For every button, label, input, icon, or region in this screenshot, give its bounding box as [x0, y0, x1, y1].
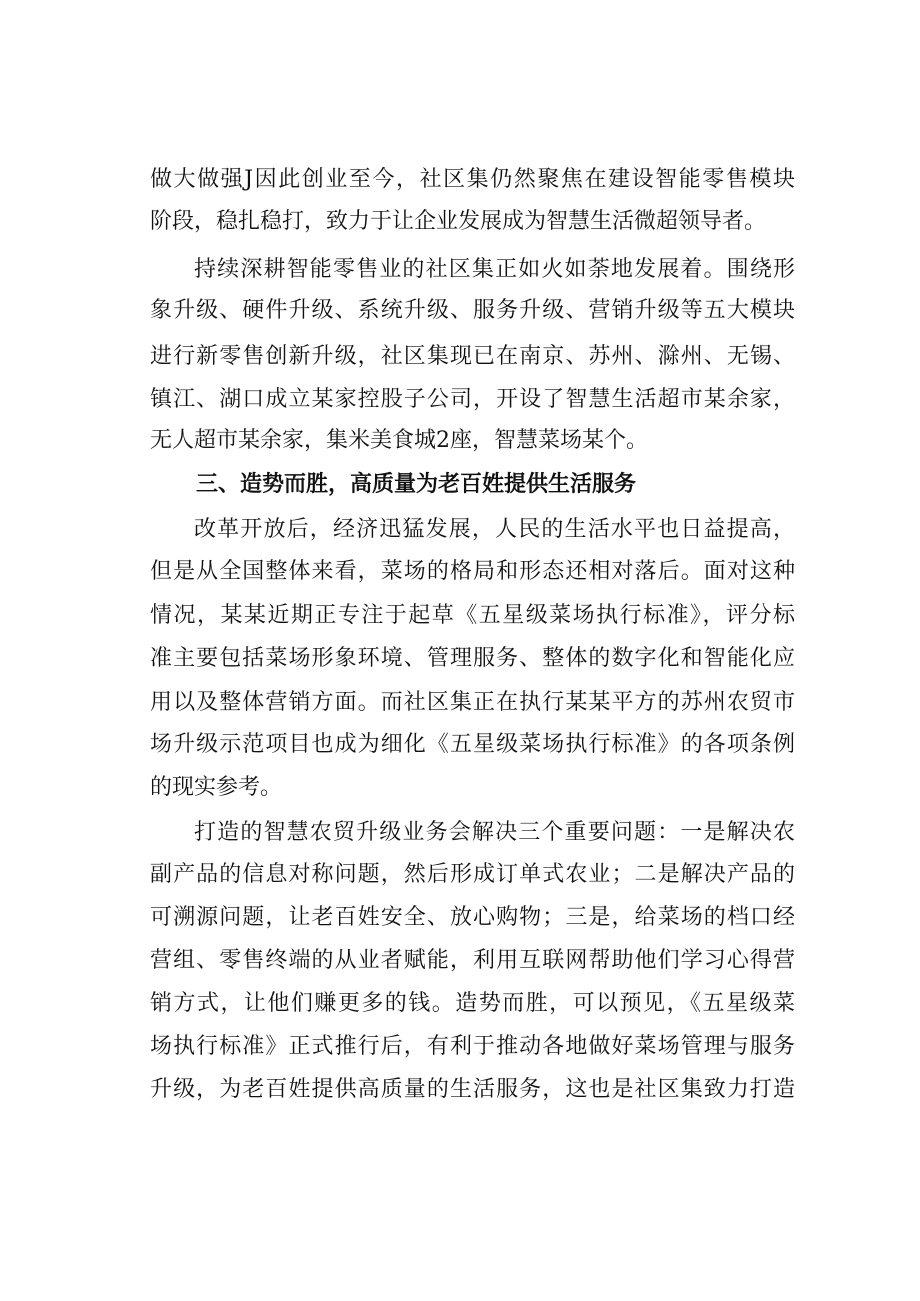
paragraph-line: 销方式，让他们赚更多的钱。造势而胜，可以预见，《五星级菜: [150, 991, 795, 1016]
paragraph-line: 进行新零售创新升级，社区集现已在南京、苏州、滁州、无锡、: [150, 344, 795, 369]
paragraph-line: 场升级示范项目也成为细化《五星级菜场执行标准》的各项条例: [150, 732, 795, 757]
paragraph-line: 升级，为老百姓提供高质量的生活服务，这也是社区集致力打造: [150, 1077, 795, 1102]
paragraph-line: 无人超市某余家，集米美食城2座，智慧菜场某个。: [150, 428, 648, 453]
paragraph-line: 副产品的信息对称问题，然后形成订单式农业；二是解决产品的: [150, 862, 795, 887]
paragraph-line: 可溯源问题，让老百姓安全、放心购物；三是，给菜场的档口经: [150, 905, 795, 930]
paragraph-line: 准主要包括菜场形象环境、管理服务、整体的数字化和智能化应: [150, 646, 795, 671]
paragraph-line: 情况，某某近期正专注于起草《五星级菜场执行标准》，评分标: [150, 603, 795, 628]
paragraph-line: 象升级、硬件升级、系统升级、服务升级、营销升级等五大模块: [150, 298, 795, 323]
paragraph-line: 持续深耕智能零售业的社区集正如火如荼地发展着。围绕形: [194, 257, 795, 282]
paragraph-line: 场执行标准》正式推行后，有利于推动各地做好菜场管理与服务: [150, 1034, 795, 1059]
paragraph-line: 但是从全国整体来看，菜场的格局和形态还相对落后。面对这种: [150, 559, 795, 584]
paragraph-line: 打造的智慧农贸升级业务会解决三个重要问题：一是解决农: [194, 820, 795, 845]
paragraph-line: 的现实参考。: [150, 775, 283, 800]
paragraph-line: 做大做强J因此创业至今，社区集仍然聚焦在建设智能零售模块: [150, 167, 795, 192]
paragraph-line: 营组、零售终端的从业者赋能，利用互联网帮助他们学习心得营: [150, 948, 795, 973]
paragraph-line: 镇江、湖口成立某家控股子公司，开设了智慧生活超市某余家，: [150, 387, 795, 412]
section-heading: 三、造势而胜，高质量为老百姓提供生活服务: [196, 472, 637, 497]
paragraph-line: 用以及整体营销方面。而社区集正在执行某某平方的苏州农贸市: [150, 690, 795, 715]
paragraph-line: 改革开放后，经济迅猛发展，人民的生活水平也日益提高，: [194, 517, 795, 542]
paragraph-line: 阶段，稳扎稳打，致力于让企业发展成为智慧生活微超领导者。: [150, 209, 767, 234]
